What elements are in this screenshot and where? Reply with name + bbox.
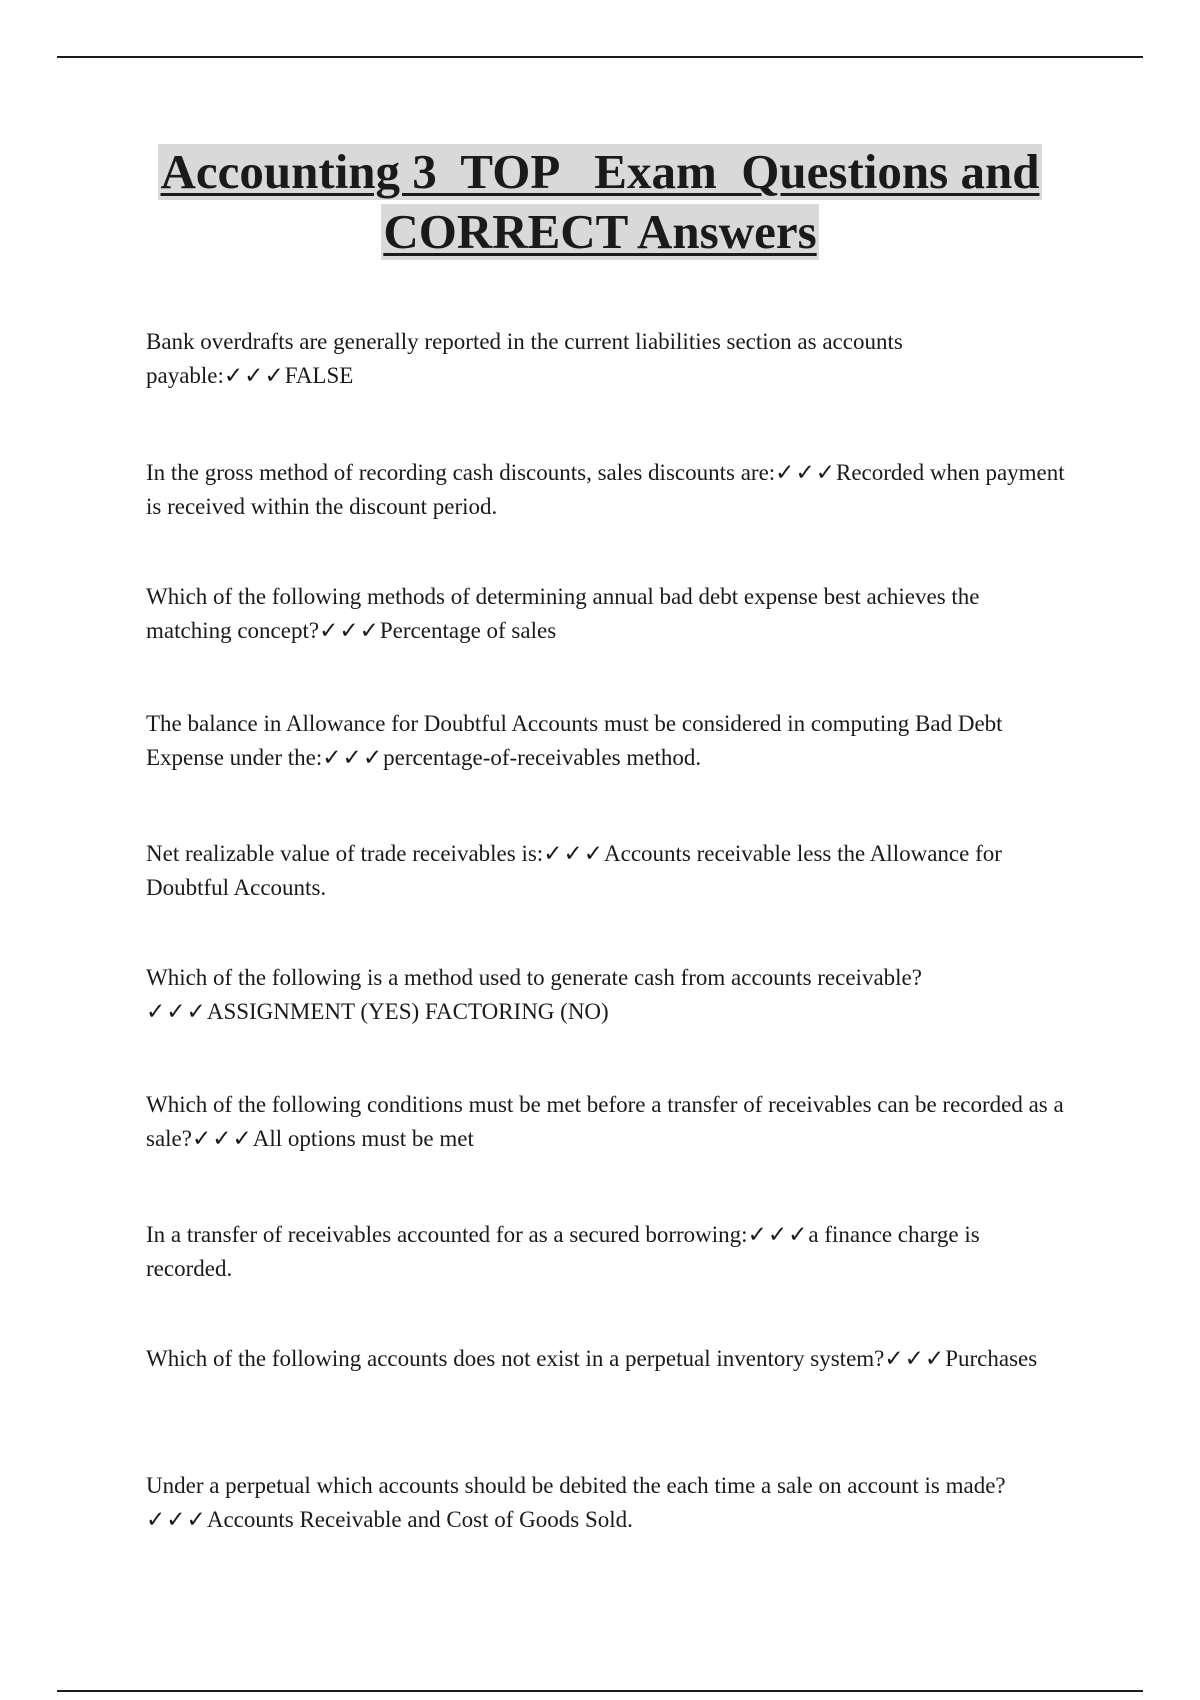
checkmarks-icon: ✓✓✓ xyxy=(543,841,605,866)
question-text: Which of the following conditions must be met before a transfer of receivables can be recorded as a sale? xyxy=(146,1092,1064,1151)
qa-item xyxy=(146,837,1066,905)
qa-item xyxy=(146,707,1066,775)
qa-item xyxy=(146,325,1066,393)
checkmarks-icon: ✓✓✓ xyxy=(191,1126,253,1151)
qa-item xyxy=(146,580,1066,648)
answer-text: Purchases xyxy=(945,1346,1038,1371)
question-text: Which of the following accounts does not exist in a perpetual inventory system? xyxy=(146,1346,885,1371)
question-text: Bank overdrafts are generally reported in the current liabilities section as accounts payable: xyxy=(146,329,903,388)
answer-text: All options must be met xyxy=(252,1126,474,1151)
checkmarks-icon: ✓✓✓ xyxy=(747,1222,809,1247)
qa-item xyxy=(146,961,1066,1029)
title-line-2: CORRECT Answers xyxy=(383,204,817,259)
qa-item xyxy=(146,1342,1066,1376)
checkmarks-icon: ✓✓✓ xyxy=(322,745,384,770)
qa-item xyxy=(146,456,1066,524)
question-text: Under a perpetual which accounts should be debited the each time a sale on account is made? xyxy=(146,1473,1006,1498)
question-text: The balance in Allowance for Doubtful Accounts must be considered in computing Bad Debt Expense under the: xyxy=(146,711,1003,770)
checkmarks-icon: ✓✓✓ xyxy=(146,999,207,1024)
answer-text: FALSE xyxy=(284,363,354,388)
answer-text: Accounts receivable less the Allowance for Doubtful Accounts. xyxy=(146,841,1002,900)
header-rule xyxy=(57,56,1143,58)
footer-rule xyxy=(57,1690,1143,1692)
qa-item xyxy=(146,1218,1066,1286)
qa-item xyxy=(146,1088,1066,1156)
answer-text: Recorded when payment is received within the discount period. xyxy=(146,460,1065,519)
answer-text: Percentage of sales xyxy=(379,618,557,643)
checkmarks-icon: ✓✓✓ xyxy=(223,363,285,388)
answer-text: a finance charge is recorded. xyxy=(146,1222,980,1281)
question-text: Which of the following methods of determining annual bad debt expense best achieves the matching concept? xyxy=(146,584,980,643)
document-title xyxy=(60,144,1140,264)
checkmarks-icon: ✓✓✓ xyxy=(146,1507,207,1532)
answer-text: percentage-of-receivables method. xyxy=(383,745,702,770)
question-text: In a transfer of receivables accounted for as a secured borrowing: xyxy=(146,1222,748,1247)
checkmarks-icon: ✓✓✓ xyxy=(319,618,380,643)
answer-text: ASSIGNMENT (YES) FACTORING (NO) xyxy=(206,999,609,1024)
answer-text: Accounts Receivable and Cost of Goods Sold. xyxy=(206,1507,633,1532)
checkmarks-icon: ✓✓✓ xyxy=(884,1346,946,1371)
question-text: Which of the following is a method used to generate cash from accounts receivable? xyxy=(146,965,922,990)
title-line-1: Accounting 3 TOP Exam Questions and xyxy=(160,144,1040,199)
qa-item xyxy=(146,1469,1066,1537)
question-text: In the gross method of recording cash discounts, sales discounts are: xyxy=(146,460,776,485)
checkmarks-icon: ✓✓✓ xyxy=(775,460,836,485)
question-text: Net realizable value of trade receivables is: xyxy=(146,841,544,866)
